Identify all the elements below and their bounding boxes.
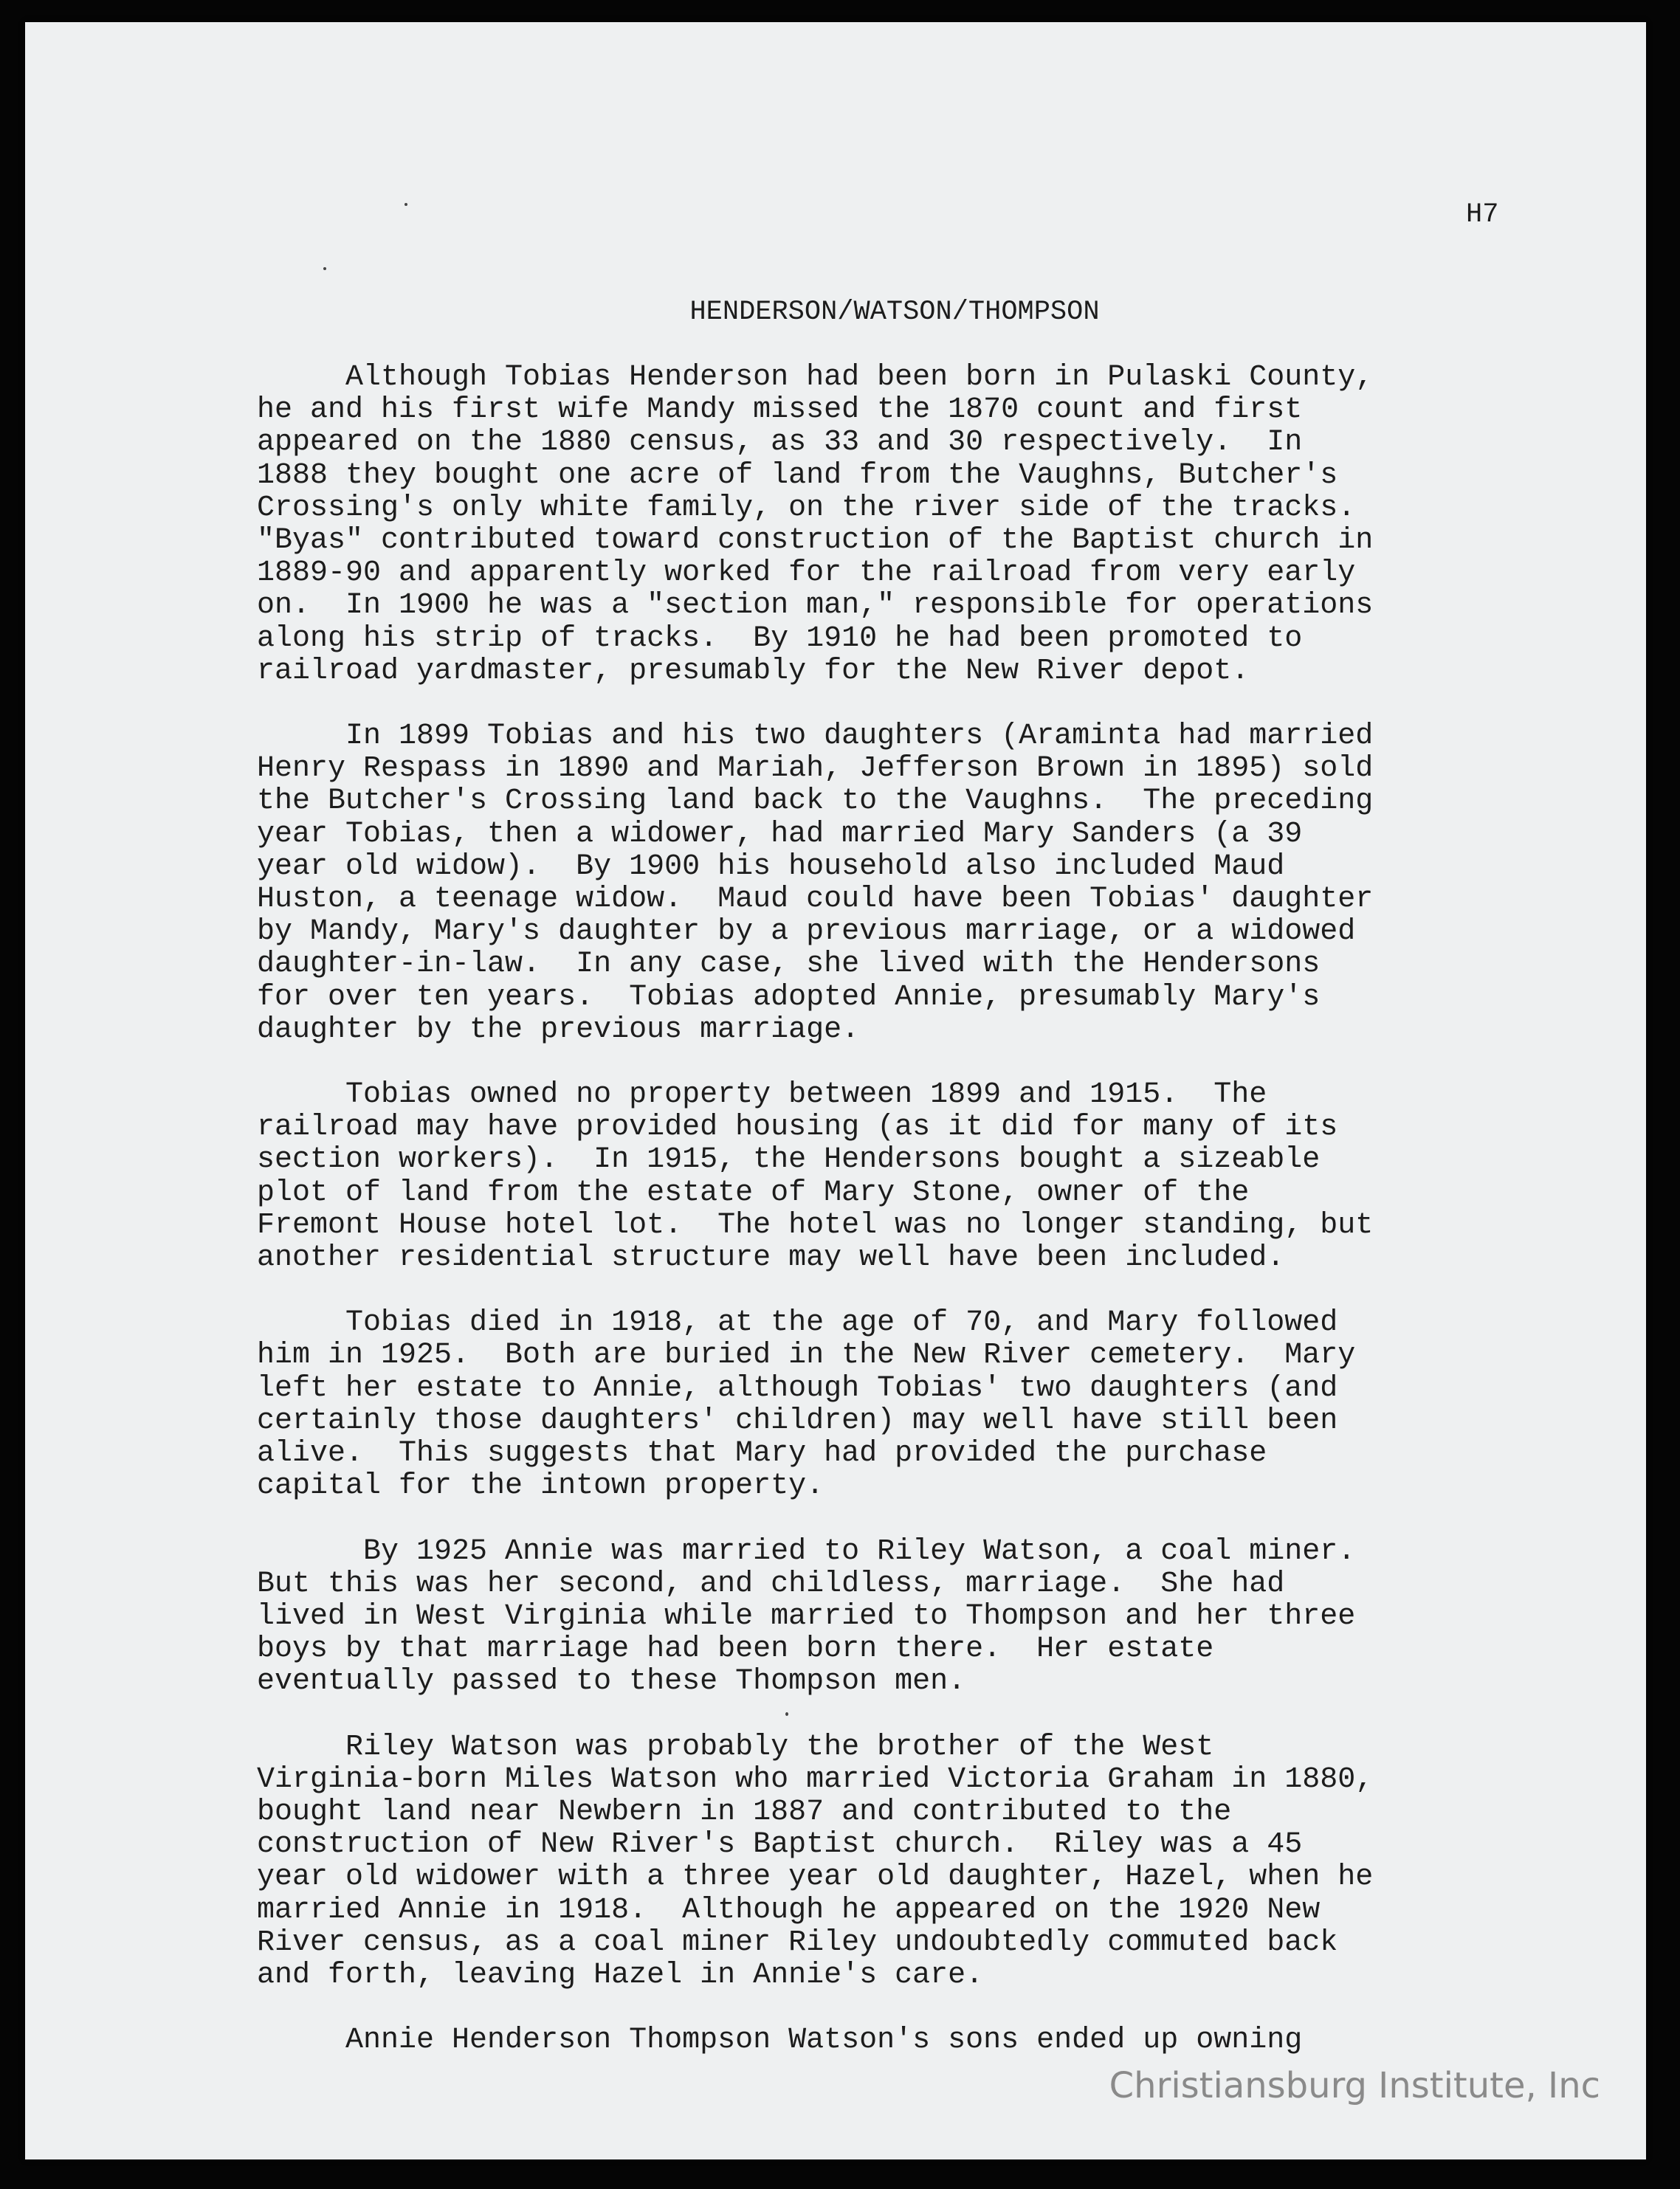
text-line: Tobias died in 1918, at the age of 70, and Mary followed: [257, 1306, 1338, 1340]
text-line: left her estate to Annie, although Tobias' two daughters (and: [257, 1371, 1338, 1405]
text-line: Fremont House hotel lot. The hotel was no longer standing, but: [257, 1208, 1374, 1242]
paragraph: [257, 1536, 1526, 1699]
text-line: year Tobias, then a widower, had married Mary Sanders (a 39: [257, 817, 1303, 851]
paragraph: [257, 720, 1526, 1047]
text-line: Crossing's only white family, on the river side of the tracks.: [257, 491, 1356, 525]
paragraph: [257, 1307, 1526, 1503]
text-line: boys by that marriage had been born there. Her estate: [257, 1633, 1214, 1666]
paper-speck: [404, 203, 407, 206]
text-line: But this was her second, and childless, marriage. She had: [257, 1567, 1285, 1601]
text-line: year old widower with a three year old daughter, Hazel, when he: [257, 1861, 1374, 1895]
paragraph: [257, 2024, 1526, 2057]
paragraph: [257, 362, 1526, 688]
text-line: certainly those daughters' children) may well have still been: [257, 1404, 1338, 1438]
document-title: HENDERSON/WATSON/THOMPSON: [689, 297, 1100, 328]
text-line: along his strip of tracks. By 1910 he had been promoted to: [257, 621, 1303, 655]
text-line: on. In 1900 he was a "section man," responsible for operations: [257, 589, 1374, 623]
document-body: [257, 362, 1526, 2089]
paragraph: [257, 1731, 1526, 1993]
text-line: daughter-in-law. In any case, she lived with the Hendersons: [257, 948, 1321, 982]
text-line: year old widow). By 1900 his household also included Maud: [257, 849, 1285, 883]
paragraph: [257, 1079, 1526, 1275]
text-line: Annie Henderson Thompson Watson's sons ended up owning: [257, 2024, 1303, 2058]
text-line: "Byas" contributed toward construction of the Baptist church in: [257, 524, 1374, 558]
page-number: H7: [1466, 199, 1499, 230]
text-line: capital for the intown property.: [257, 1469, 824, 1503]
text-line: railroad may have provided housing (as it did for many of its: [257, 1111, 1338, 1145]
text-line: by Mandy, Mary's daughter by a previous marriage, or a widowed: [257, 915, 1356, 949]
text-line: he and his first wife Mandy missed the 1870 count and first: [257, 393, 1303, 427]
text-line: for over ten years. Tobias adopted Annie, presumably Mary's: [257, 980, 1321, 1014]
text-line: construction of New River's Baptist church. Riley was a 45: [257, 1828, 1303, 1862]
text-line: eventually passed to these Thompson men.: [257, 1665, 966, 1699]
text-line: By 1925 Annie was married to Riley Watson, a coal miner.: [257, 1534, 1356, 1568]
text-line: Huston, a teenage widow. Maud could have been Tobias' daughter: [257, 883, 1374, 917]
text-line: In 1899 Tobias and his two daughters (Araminta had married: [257, 720, 1374, 754]
text-line: Tobias owned no property between 1899 and 1915. The: [257, 1078, 1267, 1112]
text-line: Although Tobias Henderson had been born in Pulaski County,: [257, 361, 1374, 394]
text-line: section workers). In 1915, the Hendersons bought a sizeable: [257, 1143, 1321, 1177]
text-line: bought land near Newbern in 1887 and contributed to the: [257, 1795, 1232, 1829]
text-line: 1888 they bought one acre of land from the Vaughns, Butcher's: [257, 458, 1338, 492]
text-line: another residential structure may well have been included.: [257, 1241, 1285, 1275]
watermark: Christiansburg Institute, Inc: [1109, 2065, 1600, 2106]
text-line: the Butcher's Crossing land back to the Vaughns. The preceding: [257, 785, 1374, 818]
text-line: Henry Respass in 1890 and Mariah, Jefferson Brown in 1895) sold: [257, 752, 1374, 786]
text-line: and forth, leaving Hazel in Annie's care.: [257, 1958, 984, 1992]
text-line: Virginia-born Miles Watson who married Victoria Graham in 1880,: [257, 1762, 1374, 1796]
text-line: appeared on the 1880 census, as 33 and 30 respectively. In: [257, 426, 1303, 460]
text-line: lived in West Virginia while married to Thompson and her three: [257, 1599, 1356, 1633]
text-line: him in 1925. Both are buried in the New River cemetery. Mary: [257, 1339, 1356, 1373]
text-line: married Annie in 1918. Although he appeared on the 1920 New: [257, 1893, 1321, 1927]
text-line: 1889-90 and apparently worked for the railroad from very early: [257, 556, 1356, 590]
text-line: daughter by the previous marriage.: [257, 1013, 860, 1047]
paper-speck: [323, 267, 326, 270]
text-line: alive. This suggests that Mary had provided the purchase: [257, 1437, 1267, 1471]
text-line: River census, as a coal miner Riley undoubtedly commuted back: [257, 1926, 1338, 1959]
text-line: plot of land from the estate of Mary Stone, owner of the: [257, 1176, 1250, 1210]
document-page: [25, 22, 1646, 2159]
text-line: railroad yardmaster, presumably for the New River depot.: [257, 654, 1250, 688]
text-line: Riley Watson was probably the brother of the West: [257, 1730, 1214, 1764]
